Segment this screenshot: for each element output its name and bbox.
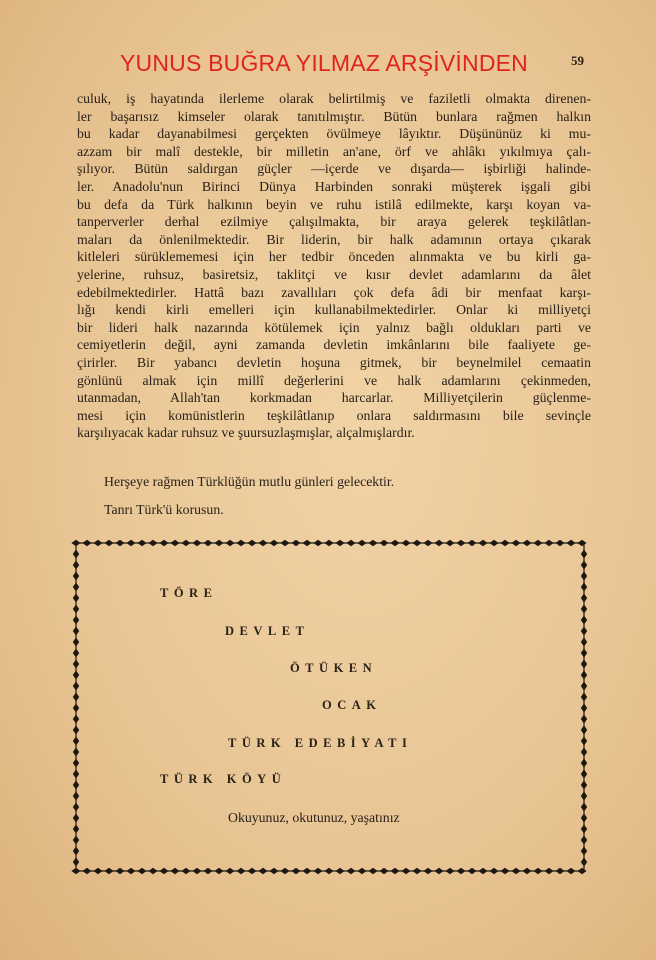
list-item: ÖTÜKEN — [290, 661, 378, 675]
closing-line: Herşeye rağmen Türklüğün mutlu günleri gelecektir. — [104, 474, 395, 489]
list-item: OCAK — [322, 698, 382, 712]
body-line: mesi için komünistlerin teşkilâtlanıp onlara saldırmasını bile sevinçle — [77, 407, 591, 423]
body-line: tanperverler derhal ezilmiye çalışılmakta, bir araya gelerek teşkilâtlan- — [77, 214, 591, 230]
list-item: TÖRE — [160, 586, 218, 600]
body-line: ler. Anadolu'nun Birinci Dünya Harbinden sonraki müşterek işgali gibi — [77, 178, 591, 194]
body-line: karşılıyacak kadar ruhsuz ve şuursuzlaşmışlar, alçalmışlardır. — [77, 425, 415, 441]
body-line: culuk, iş hayatında ilerleme olarak belirtilmiş ve faziletli olmakta direnen- — [77, 91, 591, 106]
motto: Okuyunuz, okutunuz, yaşatınız — [228, 810, 400, 825]
body-line: edebilmektedirler. Hattâ bazı zavallıları çok defa âdi bir menfaat karşı- — [77, 284, 591, 300]
list-item: TÜRK EDEBİYATI — [228, 736, 413, 750]
closing-line: Tanrı Türk'ü korusun. — [104, 502, 224, 517]
body-line: maları da önlenilmektedir. Bir liderin, bir halk adamının ortaya çıkarak — [77, 231, 591, 247]
body-line: bu kadar dayanabilmesi gerçekten övülmeye lâyıktır. Düşününüz ki mu- — [77, 126, 591, 142]
body-line: bir lideri halk nazarında kötülemek için yalnız bağlı oldukları parti ve — [77, 319, 591, 335]
list-item: DEVLET — [225, 624, 310, 638]
body-line: kitleleri sürüklememesi için her tedbir önceden alınmakta ve bu kirli ga- — [77, 249, 591, 265]
page-number: 59 — [571, 53, 584, 68]
body-line: azzam bir malî destekle, bir milletin an'ane, örf ve ahlâkı yıkılmıya çalı- — [77, 143, 591, 159]
archive-watermark: YUNUS BUĞRA YILMAZ ARŞİVİNDEN — [120, 50, 528, 76]
body-paragraph — [77, 90, 591, 442]
body-line: yelerine, ruhsuz, basiretsiz, taklitçi ve kısır devlet adamlarını da âlet — [77, 266, 591, 282]
body-line: bu defa da Türk halkının beyin ve ruhu istilâ edilmekte, karşı koyan va- — [77, 196, 591, 212]
list-item: TÜRK KÖYÜ — [160, 772, 287, 786]
body-line: ler başarısız kimseler olarak tanıtılmıştır. Bütün bunlara rağmen halkın — [77, 108, 591, 124]
body-line: çirirler. Bir yabancı devletin hoşuna gitmek, bir beynelmilel cemaatin — [77, 354, 591, 370]
body-line: utanmadan, Allah'tan korkmadan harcarlar. Milliyetçilerin güçlenme- — [77, 390, 591, 406]
body-line: lığı kendi kirli emelleri için kullanabilmektedirler. Onlar ki milliyetçi — [77, 302, 591, 318]
body-line: şılıyor. Bütün saldırgan güçler —içerde ve dışarda— işbirliği halinde- — [77, 161, 591, 177]
body-line: gönlünü almak için millî değerlerini ve halk adamlarını çekinmeden, — [77, 372, 591, 388]
body-line: cemiyetlerin değil, ayni zamanda devletin imkânlarını bile faaliyete ge- — [77, 337, 591, 353]
